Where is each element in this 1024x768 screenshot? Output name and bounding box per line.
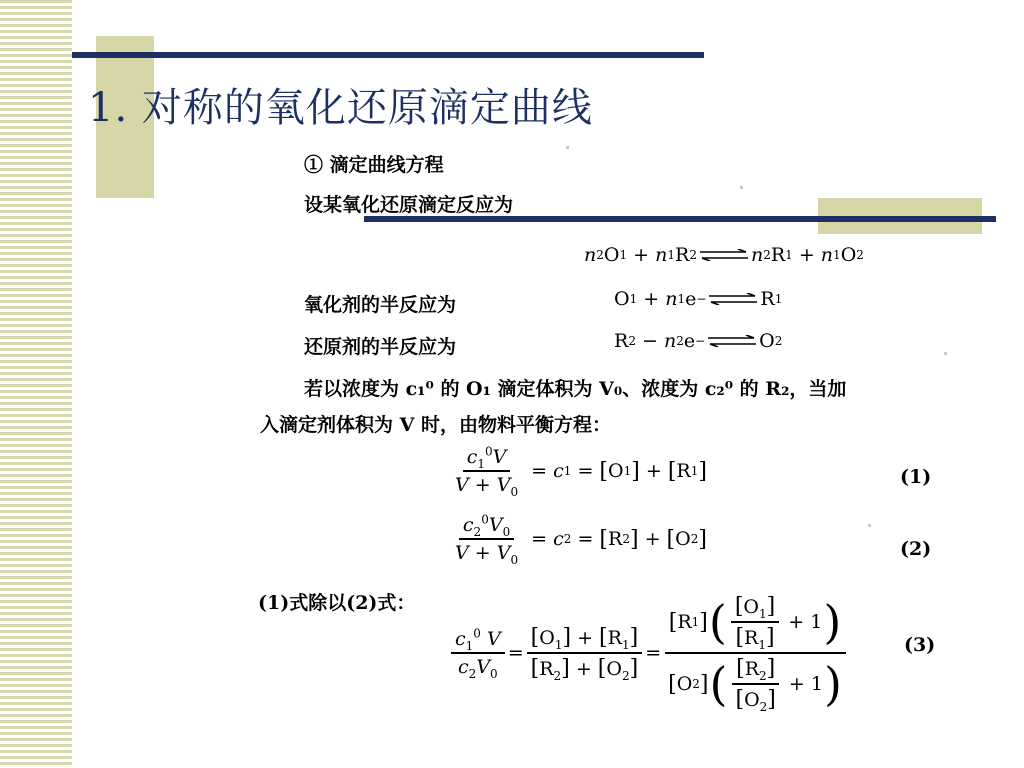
oxidant-half-reaction-label: 氧化剂的半反应为 — [304, 294, 457, 316]
intro-text: 设某氧化还原滴定反应为 — [304, 194, 514, 216]
condition-text-line1: 若以浓度为 c₁⁰ 的 O₁ 滴定体积为 V₀、浓度为 c₂⁰ 的 R₂，当加 — [304, 378, 847, 400]
equation-number-3: (3) — [904, 634, 936, 656]
condition-text-line2: 入滴定剂体积为 V 时，由物料平衡方程： — [260, 414, 611, 436]
equilibrium-arrow-icon — [709, 293, 757, 305]
speck — [740, 186, 743, 189]
reductant-half-reaction-label: 还原剂的半反应为 — [304, 336, 457, 358]
page-title: 1. 对称的氧化还原滴定曲线 — [88, 85, 593, 131]
reductant-half-reaction-equation: R 2 − n 2 e − O 2 — [614, 330, 783, 352]
equilibrium-arrow-icon — [708, 335, 756, 347]
speck — [566, 146, 569, 149]
material-balance-equation-2: $\frac{c_2^0V_0}{V + V_0}$ = c 2 = [ R 2 ] + [ O 2 ] — [455, 512, 707, 567]
equilibrium-arrow-icon — [700, 249, 748, 261]
division-label: (1)式除以(2)式： — [258, 592, 416, 614]
oxidant-half-reaction-equation: O 1 + n 1 e − R 1 — [614, 288, 783, 310]
overall-reaction-equation: n 2 O 1 + n 1 R 2 n 2 R 1 + n 1 O 2 — [584, 244, 864, 266]
decorative-bar-top — [72, 52, 704, 58]
speck — [944, 352, 947, 355]
subheading: ① 滴定曲线方程 — [304, 154, 444, 176]
equation-number-1: (1) — [900, 466, 932, 488]
speck — [868, 524, 871, 527]
decorative-stripes — [0, 0, 72, 768]
equation-number-2: (2) — [900, 538, 932, 560]
ratio-equation-3: $\frac{c_1^0 V}{c_2V_0}$ = $\frac{[O_1] + [R_1]}{[R_2] + [O_2]}$ = [ R 1 ] ( $\frac{[O_1]}{[R_1]}$ + 1 ) [ O 2 ] ( $\frac{[R_2]}{[O_2]}$ + 1 ) — [448, 594, 850, 712]
material-balance-equation-1: $\frac{c_1^0V}{V + V_0}$ = c 1 = [ O 1 ] + [ R 1 ] — [455, 444, 707, 499]
